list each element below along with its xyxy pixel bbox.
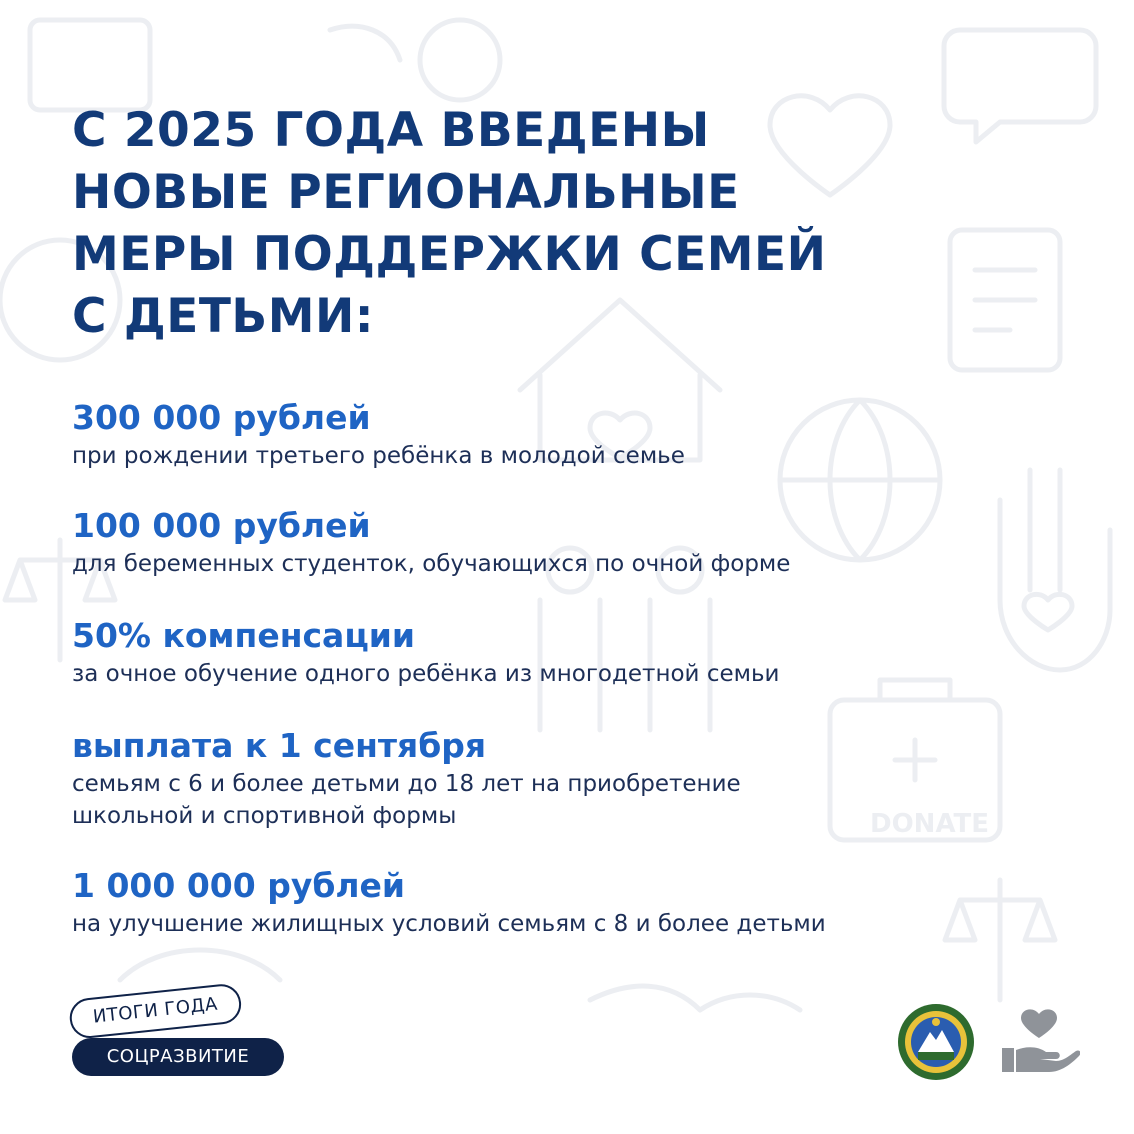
measure-description: на улучшение жилищных условий семьям с 8 и более детьми bbox=[72, 911, 826, 937]
measure-item bbox=[72, 396, 685, 472]
coat-of-arms-icon bbox=[896, 1002, 976, 1082]
title-line: С 2025 ГОДА ВВЕДЕНЫ bbox=[72, 103, 710, 158]
measure-description: при рождении третьего ребёнка в молодой семье bbox=[72, 443, 685, 469]
page-title bbox=[72, 100, 1072, 348]
title-line: НОВЫЕ РЕГИОНАЛЬНЫЕ bbox=[72, 165, 740, 220]
measure-item bbox=[72, 504, 790, 580]
heart-hand-icon bbox=[998, 1004, 1080, 1076]
tag-social-development: СОЦРАЗВИТИЕ bbox=[72, 1038, 284, 1076]
measure-amount: выплата к 1 сентября bbox=[72, 726, 487, 765]
measure-item bbox=[72, 864, 826, 940]
measure-item bbox=[72, 724, 741, 832]
measure-description: семьям с 6 и более детьми до 18 лет на приобретение школьной и спортивной формы bbox=[72, 771, 741, 829]
measure-amount: 50% компенсации bbox=[72, 616, 416, 655]
headline-block bbox=[72, 100, 1072, 348]
tag-year-results: ИТОГИ ГОДА bbox=[68, 982, 243, 1040]
title-line: С ДЕТЬМИ: bbox=[72, 289, 375, 344]
measure-description: для беременных студенток, обучающихся по очной форме bbox=[72, 551, 791, 577]
measure-amount: 1 000 000 рублей bbox=[72, 866, 406, 905]
donate-watermark: DONATE bbox=[870, 809, 990, 839]
measure-amount: 100 000 рублей bbox=[72, 506, 371, 545]
measure-item bbox=[72, 614, 779, 690]
measure-description: за очное обучение одного ребёнка из многодетной семьи bbox=[72, 661, 780, 687]
title-line: МЕРЫ ПОДДЕРЖКИ СЕМЕЙ bbox=[72, 227, 827, 282]
measure-amount: 300 000 рублей bbox=[72, 398, 371, 437]
